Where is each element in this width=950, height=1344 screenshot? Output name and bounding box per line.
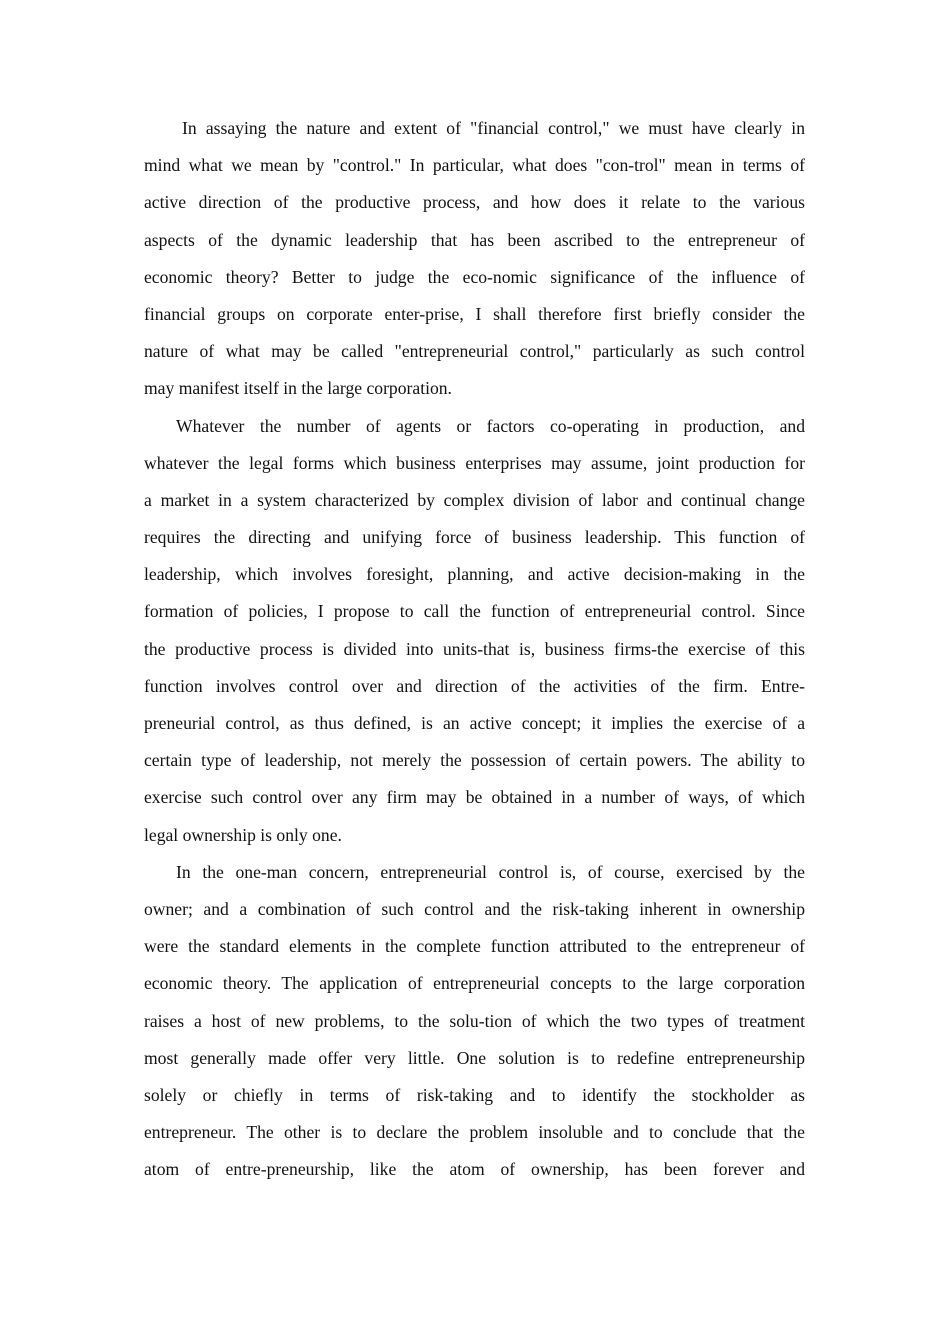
text-line [144,782,805,819]
text-line [144,1006,805,1043]
line-text: solely or chiefly in terms of risk-taking and to identify the stockholder as [144,1084,805,1105]
line-text: the productive process is divided into units-that is, business firms-the exercise of this [144,638,805,659]
text-line [144,708,805,745]
line-text: most generally made offer very little. One solution is to redefine entrepreneurship [144,1047,805,1068]
text-line [144,150,805,187]
text-line [144,113,805,150]
text-line [144,820,805,857]
line-text: economic theory. The application of entrepreneurial concepts to the large corporation [144,973,805,994]
text-line [144,1117,805,1154]
line-text: active direction of the productive process, and how does it relate to the various [144,192,805,213]
line-text: formation of policies, I propose to call the function of entrepreneurial control. Since [144,601,805,622]
text-line [144,671,805,708]
text-line [144,1080,805,1117]
text-line [144,559,805,596]
text-line [144,1043,805,1080]
paragraph-2 [144,411,805,857]
text-line [144,262,805,299]
line-text: atom of entre-preneurship, like the atom of ownership, has been forever and [144,1159,805,1180]
line-text: financial groups on corporate enter-prise, I shall therefore first briefly consider the [144,303,805,324]
line-text: Whatever the number of agents or factors co-operating in production, and [176,415,805,436]
line-text: raises a host of new problems, to the solu-tion of which the two types of treatment [144,1010,805,1031]
line-text: may manifest itself in the large corporation. [144,378,452,399]
line-text: whatever the legal forms which business enterprises may assume, joint production for [144,452,805,473]
line-text: mind what we mean by "control." In particular, what does "con-trol" mean in terms of [144,155,805,176]
line-text: nature of what may be called "entrepreneurial control," particularly as such control [144,341,805,362]
text-line [144,968,805,1005]
text-line [144,187,805,224]
line-text: function involves control over and direction of the activities of the firm. Entre- [144,675,805,696]
text-line [144,448,805,485]
line-text: legal ownership is only one. [144,824,342,845]
line-text: exercise such control over any firm may be obtained in a number of ways, of which [144,787,805,808]
line-text: requires the directing and unifying force of business leadership. This function of [144,527,805,548]
line-text: leadership, which involves foresight, planning, and active decision-making in the [144,564,805,585]
text-line [144,596,805,633]
text-line [144,634,805,671]
text-line [144,225,805,262]
text-line [144,894,805,931]
text-line [144,411,805,448]
paragraph-1 [144,113,805,411]
text-line [144,373,805,410]
text-line [144,299,805,336]
text-line [144,931,805,968]
line-text: owner; and a combination of such control and the risk-taking inherent in ownership [144,898,805,919]
paragraph-3 [144,857,805,1192]
line-text: entrepreneur. The other is to declare the problem insoluble and to conclude that the [144,1122,805,1143]
text-line [144,745,805,782]
line-text: In the one-man concern, entrepreneurial control is, of course, exercised by the [176,861,805,882]
line-text: In assaying the nature and extent of "financial control," we must have clearly in [182,118,805,138]
text-line [144,485,805,522]
line-text: aspects of the dynamic leadership that has been ascribed to the entrepreneur of [144,229,805,250]
line-text: economic theory? Better to judge the eco-nomic significance of the influence of [144,266,805,287]
line-text: a market in a system characterized by complex division of labor and continual change [144,489,805,510]
text-line [144,522,805,559]
line-text: were the standard elements in the complete function attributed to the entrepreneur of [144,936,805,957]
text-line [144,1154,805,1191]
line-text: certain type of leadership, not merely the possession of certain powers. The ability to [144,750,805,771]
text-line [144,336,805,373]
body-text [144,113,805,1191]
line-text: preneurial control, as thus defined, is an active concept; it implies the exercise of a [144,713,805,733]
text-line [144,857,805,894]
